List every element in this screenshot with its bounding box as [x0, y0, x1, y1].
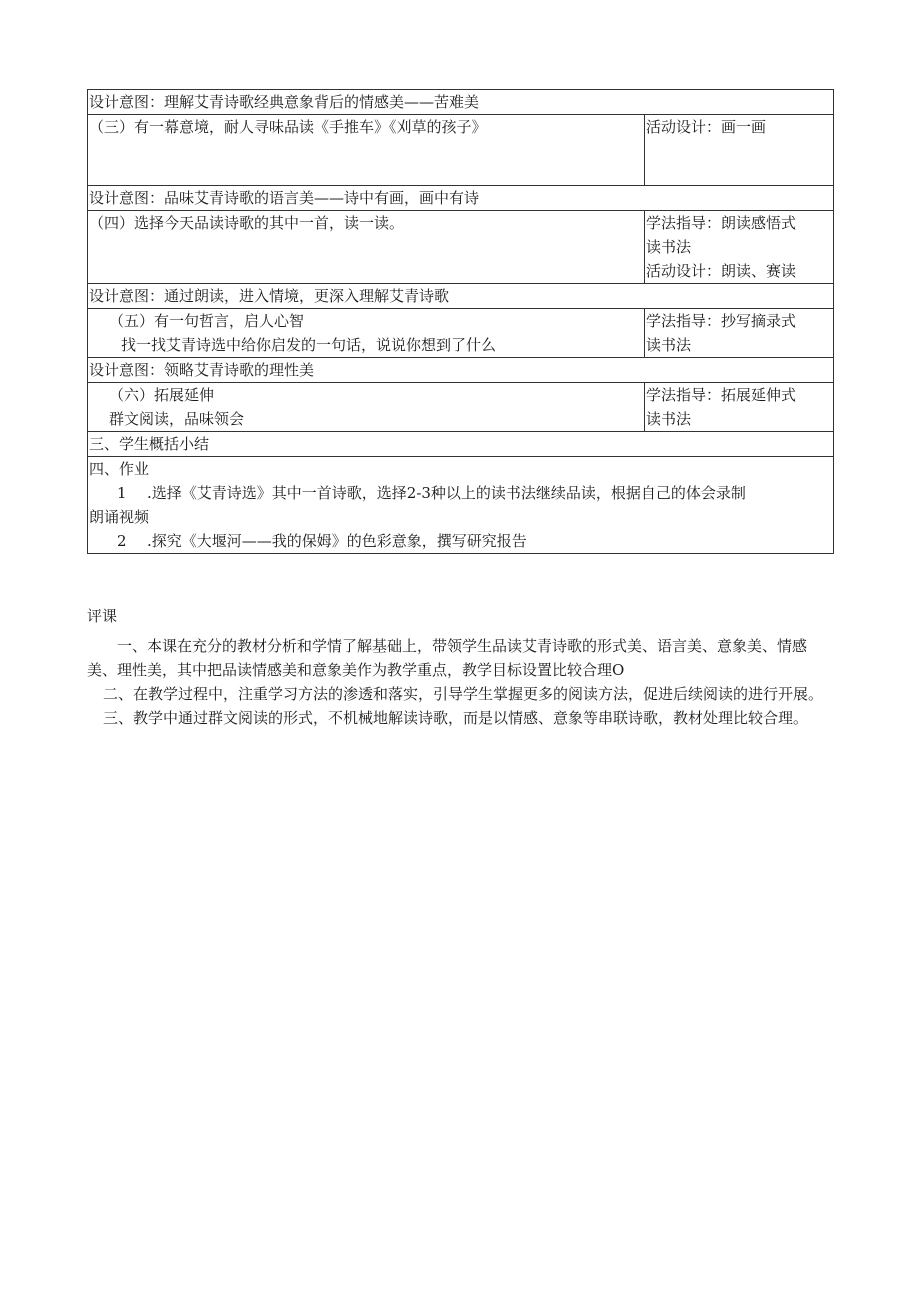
design-intent-1: 设计意图：理解艾青诗歌经典意象背后的情感美——苦难美 [88, 90, 834, 115]
design-intent-2: 设计意图：品味艾青诗歌的语言美——诗中有画，画中有诗 [88, 186, 834, 211]
section-6-body: 群文阅读，品味领会 [109, 410, 245, 428]
section-4-activity: 活动设计：朗读、赛读 [646, 262, 797, 280]
section-6-method-line: 学法指导：拓展延伸式 [646, 386, 797, 404]
homework-cell [88, 457, 834, 554]
section-4-method-cont: 读书法 [646, 238, 692, 256]
lesson-review [87, 604, 833, 730]
section-6-title: （六）拓展延伸 [109, 386, 215, 404]
review-paragraph-2: 二、在教学过程中，注重学习方法的渗透和落实，引导学生掌握更多的阅读方法，促进后续阅读的进行开展。 [103, 685, 824, 703]
section-5-method-line: 学法指导：抄写摘录式 [646, 312, 797, 330]
section-4-row [88, 211, 834, 284]
part-3-summary: 三、学生概括小结 [88, 432, 834, 457]
part-4-row [88, 457, 834, 554]
section-6-content [88, 383, 645, 432]
homework-item-2 [89, 529, 832, 553]
section-3-activity: 活动设计：画一画 [645, 115, 834, 186]
design-intent-row [88, 186, 834, 211]
homework-item-1 [89, 481, 832, 505]
homework-item-2-number: 2 [117, 532, 127, 550]
section-3-title: （三）有一幕意境，耐人寻味品读《手推车》《刈草的孩子》 [88, 115, 645, 186]
review-heading: 评课 [87, 607, 118, 625]
homework-item-1-continued: 朗诵视频 [89, 508, 150, 526]
design-intent-row [88, 284, 834, 309]
section-5-content [88, 309, 645, 358]
homework-item-1-text: .选择《艾青诗选》其中一首诗歌，选择2-3种以上的读书法继续品读，根据自己的体会录制 [147, 484, 746, 502]
design-intent-row [88, 358, 834, 383]
homework-heading: 四、作业 [89, 460, 150, 478]
section-5-row [88, 309, 834, 358]
design-intent-3: 设计意图：通过朗读，进入情境，更深入理解艾青诗歌 [88, 284, 834, 309]
design-intent-4: 设计意图：领略艾青诗歌的理性美 [88, 358, 834, 383]
section-5-method-cont: 读书法 [646, 336, 692, 354]
lesson-plan-table [87, 89, 834, 554]
design-intent-row [88, 90, 834, 115]
section-6-method-cont: 读书法 [646, 410, 692, 428]
section-6-row [88, 383, 834, 432]
section-5-side [645, 309, 834, 358]
part-3-row [88, 432, 834, 457]
homework-item-2-text: .探究《大堰河——我的保姆》的色彩意象，撰写研究报告 [147, 532, 527, 550]
homework-item-1-number: 1 [117, 484, 127, 502]
section-4-title: （四）选择今天品读诗歌的其中一首，读一读。 [88, 211, 645, 284]
section-5-body: 找一找艾青诗选中给你启发的一句话，说说你想到了什么 [121, 336, 497, 354]
section-3-row [88, 115, 834, 186]
section-4-method-line: 学法指导：朗读感悟式 [646, 214, 797, 232]
review-paragraph-1: 一、本课在充分的教材分析和学情了解基础上，带领学生品读艾青诗歌的形式美、语言美、意象美、情感美、理性美，其中把品读情感美和意象美作为教学重点，教学目标设置比较合理O [87, 637, 808, 679]
section-6-side [645, 383, 834, 432]
lesson-plan-page [87, 89, 833, 554]
section-5-title: （五）有一句哲言，启人心智 [109, 312, 305, 330]
section-4-side [645, 211, 834, 284]
review-paragraph-3: 三、教学中通过群文阅读的形式，不机械地解读诗歌，而是以情感、意象等串联诗歌，教材处理比较合理。 [103, 709, 809, 727]
